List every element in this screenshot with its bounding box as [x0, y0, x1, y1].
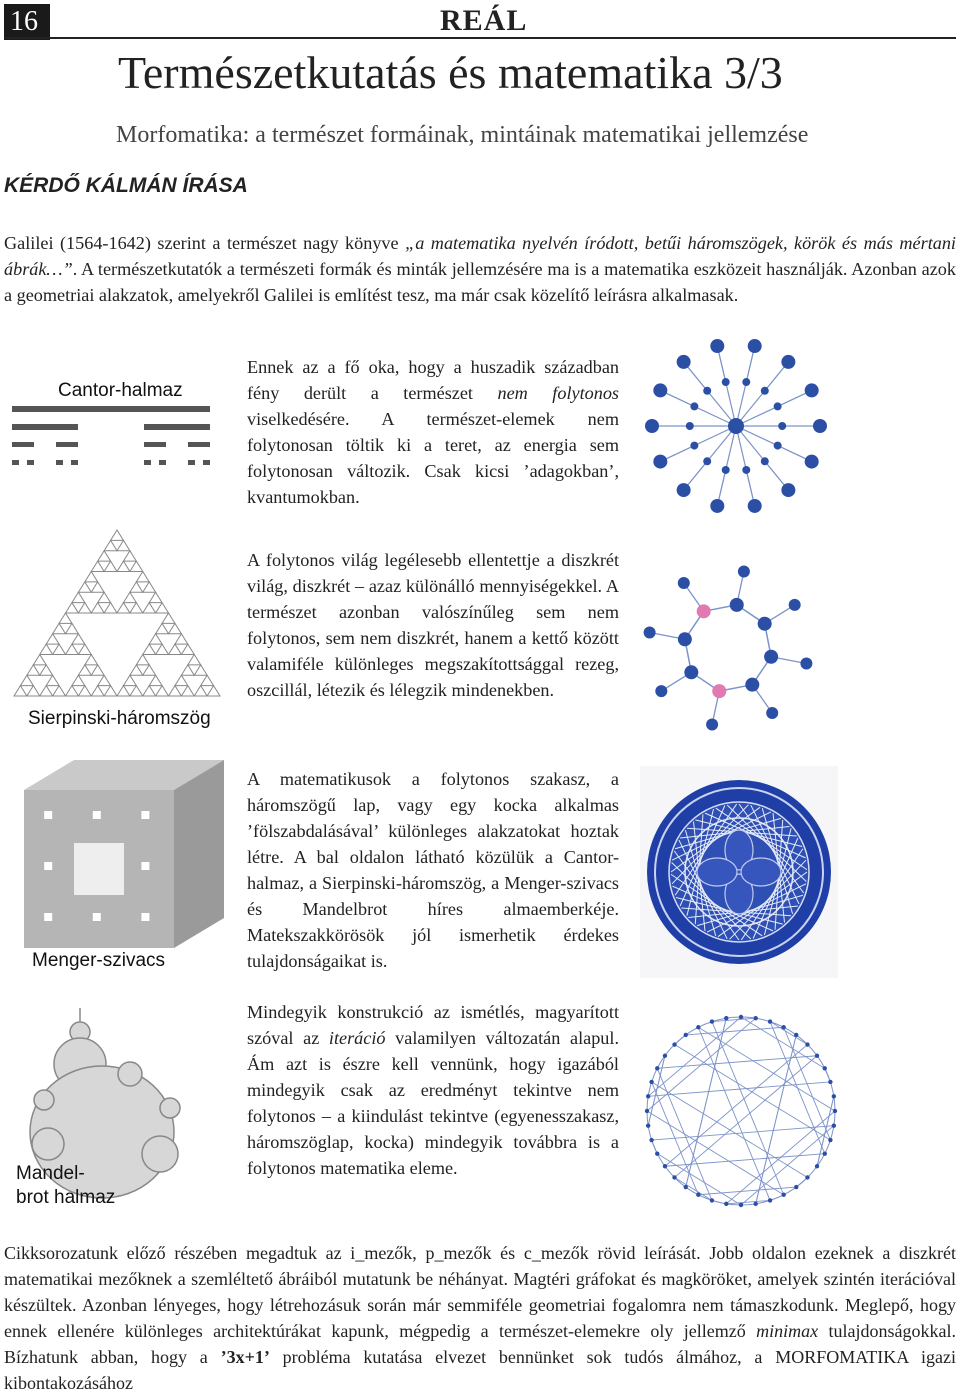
star-graph-figure [638, 334, 834, 520]
circular-graph-figure [638, 1008, 844, 1214]
section-label: REÁL [440, 4, 528, 37]
sierpinski-triangle-figure [12, 528, 222, 698]
article-title: Természetkutatás és matematika 3/3 [118, 47, 783, 98]
nucleus-circle-figure [640, 766, 838, 978]
cantor-level-1b [144, 424, 210, 430]
page-number: 16 [4, 4, 50, 40]
paragraph-quantum: Ennek az a fő oka, hogy a huszadik században fény derült a természet nem folytonos viselkedésére. A természet-elemek nem folytonosan töltik ki a teret, az energia sem folytonosan változik. Csak kicsi ’adagokban’, kvantumokban. [247, 357, 619, 507]
author-byline: KÉRDŐ KÁLMÁN ÍRÁSA [4, 174, 248, 197]
ring-graph-figure [628, 552, 828, 744]
sierpinski-caption: Sierpinski-háromszög [28, 708, 211, 729]
cantor-set-figure [12, 406, 222, 478]
intro-paragraph: Galilei (1564-1642) szerint a természet nagy könyve „a matematika nyelvén íródott, betűi háromszögek, körök és más mértani ábrák…”. A természetkutatók a természeti formák és minták jellemzésére ma is a matematika eszközeit használják. Azonban azok a geometriai alakzatok, amelyekről Galilei is említést tesz, ma már csak közelítő leírásra alkalmasak. [4, 233, 956, 305]
paragraph-iteration: Mindegyik konstrukció az ismétlés, magyarított szóval az iteráció valamilyen változatán alapul. Ám azt is észre kell vennünk, hogy igazából mindegyik csak az eredményt tekintve nem folytonos – a kiindulást tekintve (egyenesszakasz, háromszöglap, kocka) mindegyik továbbra is a folytonos matematika eleme. [247, 1002, 619, 1178]
menger-caption: Menger-szivacs [32, 950, 166, 971]
article-subtitle: Morfomatika: a természet formáinak, mintáinak matematikai jellemzése [116, 122, 809, 148]
menger-sponge-figure [24, 760, 224, 948]
mandelbrot-caption: Mandel- brot halmaz [16, 1163, 116, 1208]
galilei-quote: „a matematika nyelvén íródott, betűi háromszögek, körök és más mértani ábrák…” [4, 233, 956, 279]
cantor-level-1a [12, 424, 78, 430]
paragraph-discrete: A folytonos világ legélesebb ellentettje a diszkrét világ, diszkrét – azaz különálló mennyiségekkel. A természet azonban valószínűleg sem nem folytonos, sem nem diszkrét, hanem a kettő között valamiféle különleges megszakítottsággal rezeg, oszcillál, létezik és lélegzik mindenekben. [247, 550, 619, 700]
cantor-caption: Cantor-halmaz [58, 380, 183, 401]
closing-paragraph: Cikksorozatunk előző részében megadtuk az i_mezők, p_mezők és c_mezők rövid leírását. Jobb oldalon ezeknek a diszkrét matematikai mezőknek a szemléltető ábráiból mutatunk be néhányat. Magtéri gráfokat és magköröket, amelyek szintén iterációval készültek. Azonban lényeges, hogy létrehozásuk során már semmiféle geometriai fogalomra nem támaszkodunk. Meglepő, hogy ennek ellenére különleges architektúrákat kapunk, mégpedig a természet-elemekre oly jellemző minimax tulajdonságokkal. Bízhatunk abban, hogy a ’3x+1’ probléma kutatása elvezet bennünket sok tudós álmához, a MORFOMATIKA igazi kibontakozásához [4, 1243, 956, 1393]
paragraph-fractals: A matematikusok a folytonos szakasz, a háromszögű lap, vagy egy kocka alkalmas ’fölszabdalásával’ különleges alakzatokat hoztak létre. A bal oldalon látható közülük a Cantor-halmaz, a Sierpinski-háromszög, a Menger-szivacs és Mandelbrot híres almaemberkéje. Matekszakkörösök jól ismerhetik érdekes tulajdonságaikat is. [247, 769, 619, 971]
cantor-level-0 [12, 406, 210, 412]
